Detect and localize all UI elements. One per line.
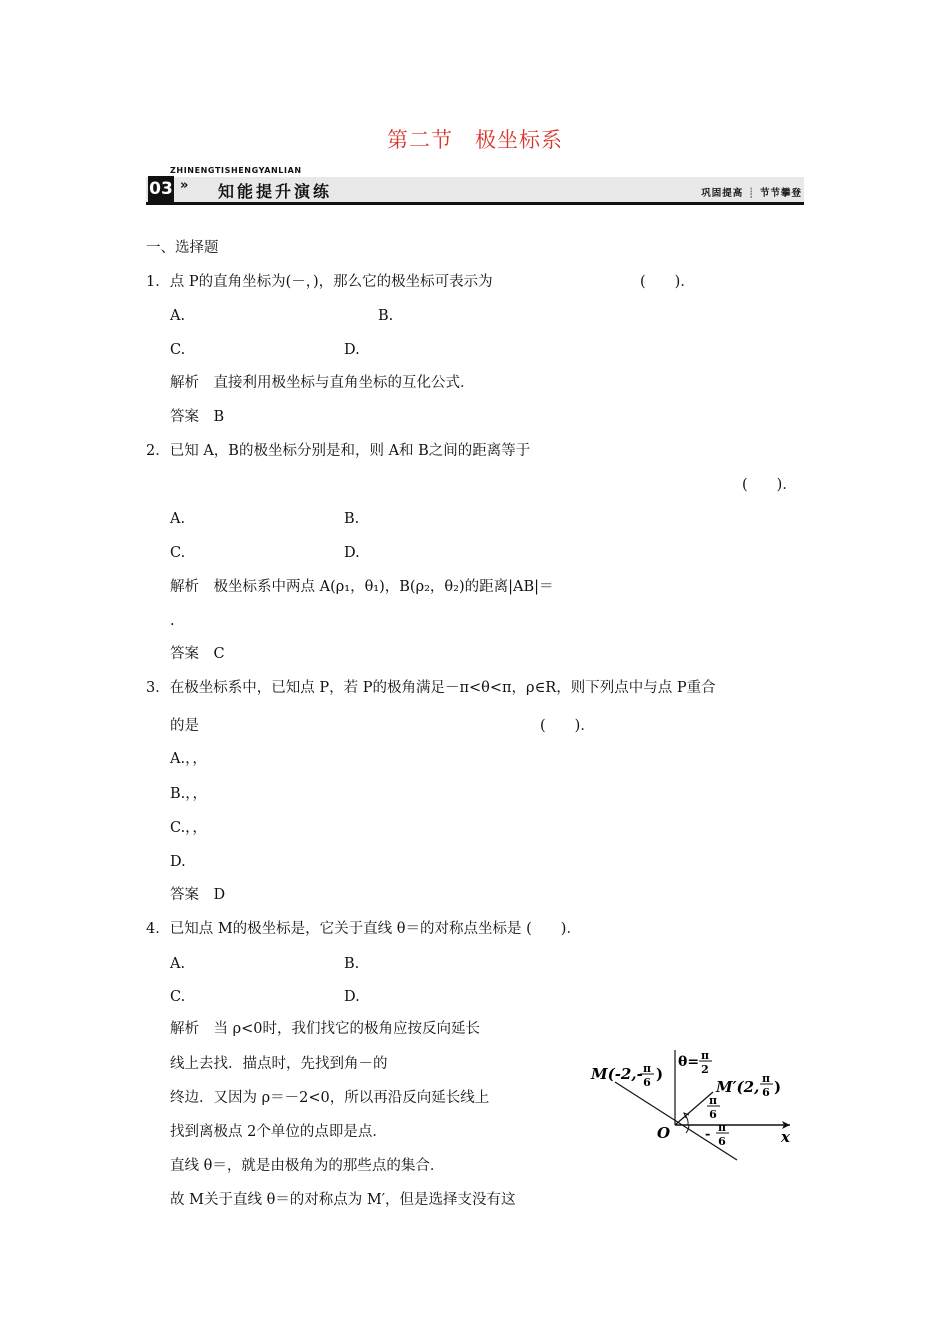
chevron-icon: »	[180, 178, 189, 193]
label-angle-pi: π	[708, 1094, 718, 1107]
q4-analysis-line-1: 解析 当 ρ<0时，我们找它的极角应按反向延长	[170, 1021, 481, 1037]
label-m: M(-2,-	[591, 1065, 643, 1083]
q2-answer-blank: ( )．	[742, 477, 797, 493]
q4-analysis-line-5: 直线 θ＝，就是由极角为的那些点的集合．	[170, 1158, 445, 1174]
q1-option-d: D.	[344, 342, 360, 358]
q2-answer: 答案 C	[170, 646, 225, 662]
label-neg-sign: -	[705, 1127, 711, 1142]
q2-analysis-end: .	[170, 613, 175, 629]
q1-answer-blank: ( )．	[640, 274, 695, 290]
q4-analysis-line-6: 故 M关于直线 θ＝的对称点为 M′，但是选择支没有这	[170, 1192, 516, 1208]
page-title: 第二节 极坐标系	[387, 128, 563, 152]
label-m-pi: π	[642, 1062, 652, 1075]
label-theta: θ=	[678, 1054, 700, 1070]
label-m-close: )	[656, 1065, 664, 1083]
q4-option-d: D.	[344, 989, 360, 1005]
q1-option-c: C.	[170, 342, 186, 358]
label-angle-six: 6	[709, 1108, 717, 1121]
q3-stem: 3．在极坐标系中，已知点 P，若 P的极角满足－π<θ<π，ρ∈R，则下列点中与点 P重合	[146, 680, 716, 696]
label-m-prime-close: )	[774, 1078, 782, 1096]
polar-figure	[585, 1042, 805, 1167]
q4-option-b: B.	[344, 956, 360, 972]
label-neg-six: 6	[718, 1135, 726, 1148]
q1-option-a: A.	[170, 308, 186, 324]
banner-underline	[146, 202, 804, 205]
q1-analysis: 解析 直接利用极坐标与直角坐标的互化公式．	[170, 375, 475, 391]
q1-answer: 答案 B	[170, 409, 225, 425]
q2-option-c: C.	[170, 545, 186, 561]
banner-number: 03	[148, 176, 174, 203]
banner-title: 知能提升演练	[218, 182, 333, 201]
q2-analysis: 解析 极坐标系中两点 A(ρ₁，θ₁)，B(ρ₂，θ₂)的距离|AB|＝	[170, 579, 554, 595]
section-banner	[146, 166, 806, 210]
label-theta-two: 2	[701, 1063, 709, 1076]
q1-option-b: B.	[378, 308, 394, 324]
q3-option-d: D.	[170, 854, 186, 870]
label-theta-pi: π	[700, 1049, 710, 1062]
label-neg-pi: π	[717, 1121, 727, 1134]
q4-stem: 4．已知点 M的极坐标是，它关于直线 θ＝的对称点坐标是 ( )．	[146, 921, 581, 937]
q3-option-c: C.，，	[170, 820, 207, 836]
label-m-six: 6	[643, 1076, 651, 1089]
section-heading: 一、选择题	[146, 240, 219, 256]
banner-tag-separator: ┊	[748, 188, 755, 199]
ray-m-prime	[675, 1092, 713, 1125]
banner-pinyin: ZHINENGTISHENGYANLIAN	[170, 166, 302, 175]
banner-tag-2: 节节攀登	[759, 188, 802, 199]
q3-answer-blank: ( )．	[540, 718, 595, 734]
q3-option-a: A.，，	[170, 751, 207, 767]
label-m-prime-six: 6	[762, 1086, 770, 1099]
banner-tag-1: 巩固提高	[701, 188, 744, 199]
q3-stem-cont: 的是	[170, 718, 199, 734]
q3-answer: 答案 D	[170, 887, 226, 903]
q4-analysis-line-4: 找到离极点 2个单位的点即是点．	[170, 1124, 387, 1140]
q4-option-c: C.	[170, 989, 186, 1005]
q4-analysis-line-2: 线上去找．描点时，先找到角－的	[170, 1056, 388, 1072]
q1-stem: 1．点 P的直角坐标为(－，)，那么它的极坐标可表示为	[146, 274, 493, 290]
q2-stem: 2．已知 A，B的极坐标分别是和，则 A和 B之间的距离等于	[146, 443, 531, 459]
q4-analysis-line-3: 终边．又因为 ρ＝－2<0，所以再沿反向延长线上	[170, 1090, 490, 1106]
q2-option-a: A.	[170, 511, 186, 527]
q4-option-a: A.	[170, 956, 186, 972]
label-origin: O	[657, 1124, 671, 1142]
q3-option-b: B.，，	[170, 786, 208, 802]
q2-option-b: B.	[344, 511, 360, 527]
label-m-prime: M′(2,	[716, 1078, 760, 1096]
q2-option-d: D.	[344, 545, 360, 561]
banner-tagline	[701, 185, 802, 199]
label-m-prime-pi: π	[761, 1072, 771, 1085]
label-x: x	[781, 1128, 790, 1146]
